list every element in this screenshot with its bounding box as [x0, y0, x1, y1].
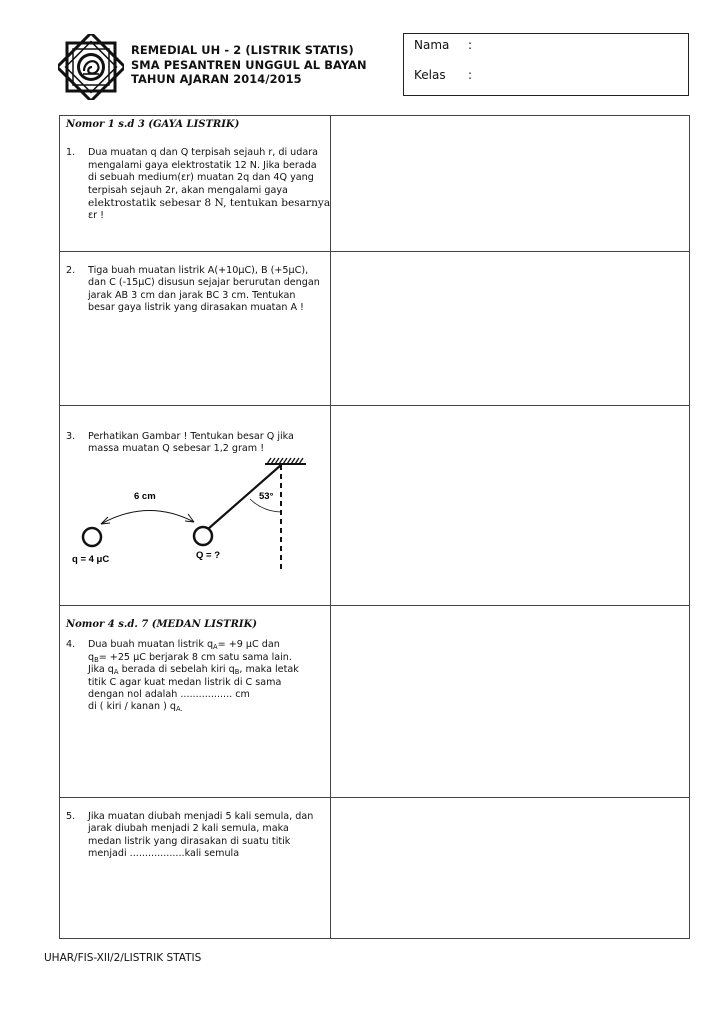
- question-number: 5.: [66, 811, 76, 822]
- charge-Q-label: Q = ?: [196, 550, 221, 561]
- text-segment: = +25 μC berjarak 8 cm satu sama lain.: [98, 651, 292, 663]
- subscript: B: [94, 655, 99, 664]
- name-colon: :: [468, 38, 473, 52]
- charge-Q: [194, 527, 212, 545]
- subscript: B: [234, 668, 240, 677]
- question-cell-3: [66, 431, 324, 456]
- question-number: 4.: [66, 639, 76, 651]
- question-number: 1.: [66, 147, 76, 159]
- column-divider: [330, 116, 331, 938]
- answer-blank-line: menjadi ..................kali semula: [88, 848, 240, 860]
- question-cell-4: [66, 619, 324, 714]
- student-info-box: [403, 33, 689, 96]
- question-text-line: besar gaya listrik yang dirasakan muatan A !: [88, 302, 304, 314]
- question-text-line: titik C agar kuat medan listrik di C sama: [88, 676, 282, 688]
- question-1: [66, 147, 331, 222]
- question-text-line: medan listrik yang dirasakan di suatu titik: [88, 835, 291, 847]
- question-text-line: Tiga buah muatan listrik A(+10μC), B (+5μC),: [88, 265, 309, 276]
- answer-blank-line: dengan nol adalah ................. cm: [88, 689, 250, 701]
- angle-label: 53°: [259, 491, 274, 502]
- question-text-line: massa muatan Q sebesar 1,2 gram !: [88, 443, 265, 455]
- distance-label: 6 cm: [134, 491, 156, 502]
- question-2: [66, 265, 324, 315]
- text-segment: q: [88, 651, 95, 663]
- charge-pendulum-figure: [68, 456, 318, 576]
- question-text-line: elektrostatik sebesar 8 N, tentukan besarnya: [88, 197, 331, 210]
- text-segment: Jika q: [88, 664, 114, 676]
- exam-header: [131, 43, 367, 87]
- section-title-gaya-listrik: Nomor 1 s.d 3 (GAYA LISTRIK): [66, 119, 240, 130]
- distance-arrow: [101, 510, 194, 524]
- answer-choice-line: [88, 701, 324, 713]
- section-title-medan-listrik: Nomor 4 s.d. 7 (MEDAN LISTRIK): [66, 619, 258, 630]
- question-number: 3.: [66, 431, 76, 442]
- question-cell-1: [66, 119, 331, 222]
- question-5: [66, 811, 324, 861]
- exam-title: REMEDIAL UH - 2 (LISTRIK STATIS): [131, 43, 354, 57]
- name-label: Nama: [414, 38, 450, 52]
- question-sheet: [59, 115, 690, 939]
- row-divider: [60, 405, 689, 406]
- class-colon: :: [468, 68, 473, 82]
- charge-q: [83, 528, 101, 546]
- school-logo: [58, 34, 124, 100]
- question-text-line: [88, 639, 324, 651]
- text-segment: di ( kiri / kanan ) q: [88, 701, 176, 713]
- row-divider: [60, 605, 689, 606]
- charge-q-label: q = 4 μC: [72, 554, 110, 565]
- class-field[interactable]: [414, 68, 472, 82]
- question-cell-2: [66, 265, 324, 315]
- document-code: UHAR/FIS-XII/2/LISTRIK STATIS: [44, 952, 202, 964]
- question-text-line: dan C (-15μC) disusun sejajar berurutan dengan: [88, 277, 320, 289]
- question-text-line: εr !: [88, 210, 105, 222]
- school-name: SMA PESANTREN UNGGUL AL BAYAN: [131, 57, 367, 72]
- question-3: [66, 431, 324, 456]
- question-text-line: [88, 664, 324, 676]
- question-4: [66, 639, 324, 713]
- class-label: Kelas: [414, 68, 446, 82]
- text-segment: berada di sebelah kiri q: [118, 664, 235, 676]
- question-text-line: terpisah sejauh 2r, akan mengalami gaya: [88, 184, 288, 196]
- question-text-line: Perhatikan Gambar ! Tentukan besar Q jika: [88, 431, 294, 442]
- subscript: A: [113, 668, 119, 677]
- subscript: A: [213, 643, 218, 652]
- text-segment: = +9 μC dan: [217, 639, 280, 651]
- text-segment: Dua buah muatan listrik q: [88, 639, 214, 651]
- question-text-line: mengalami gaya elektrostatik 12 N. Jika berada: [88, 159, 317, 171]
- question-text-line: [88, 652, 324, 664]
- question-number: 2.: [66, 265, 76, 276]
- row-divider: [60, 251, 689, 252]
- row-divider: [60, 797, 689, 798]
- subscript: A.: [176, 705, 183, 714]
- question-cell-5: [66, 811, 324, 861]
- question-text-line: Jika muatan diubah menjadi 5 kali semula, dan: [88, 811, 314, 822]
- question-text-line: di sebuah medium(εr) muatan 2q dan 4Q yang: [88, 172, 314, 184]
- school-year: TAHUN AJARAN 2014/2015: [131, 72, 302, 86]
- question-text-line: jarak AB 3 cm dan jarak BC 3 cm. Tentukan: [88, 289, 296, 301]
- question-text-line: jarak diubah menjadi 2 kali semula, maka: [88, 823, 289, 835]
- text-segment: , maka letak: [239, 664, 299, 676]
- question-text-line: Dua muatan q dan Q terpisah sejauh r, di udara: [88, 147, 319, 159]
- name-field[interactable]: [414, 38, 472, 52]
